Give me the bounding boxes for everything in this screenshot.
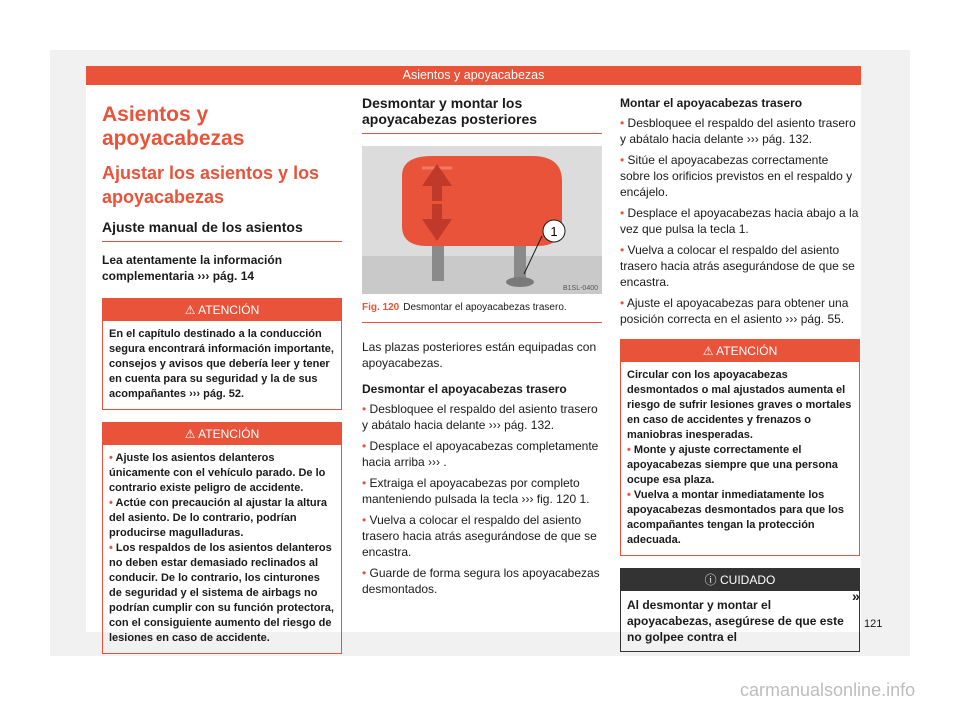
warning-item: • Monte y ajuste correctamente el apoyacabezas siempre que una persona ocupe esa plaza. [627,444,838,486]
column-2 [362,95,602,602]
subsection-title: Desmontar y montar los apoyacabezas posteriores [362,95,602,134]
list-item: • Desbloquee el respaldo del asiento trasero y abátalo hacia delante ››› pág. 132. [620,116,856,146]
column-3 [620,95,860,652]
list-item: • Vuelva a colocar el respaldo del asiento trasero hacia atrás asegurándose de que se encastra. [620,243,855,289]
warning-icon: ⚠ [702,344,717,358]
subheading: Desmontar el apoyacabezas trasero [362,382,567,396]
warning-item: • Actúe con precaución al ajustar la altura del asiento. De lo contrario, podrían producirse magulladuras. [109,497,328,539]
warning-item: • Ajuste los asientos delanteros únicamente con el vehículo parado. De lo contrario existe peligro de accidente. [109,452,326,494]
list-item: • Desplace el apoyacabezas hacia abajo a la vez que pulsa la tecla 1. [620,206,859,236]
steps-list [362,401,602,597]
caution-icon: ⓘ [704,573,720,587]
caution-box [620,568,860,652]
intro-text: Lea atentamente la información complementaria ››› pág. 14 [102,253,283,283]
figure-code: B1SL-0400 [562,285,598,292]
warning-header: ⚠ ATENCIÓN [103,299,341,321]
section-title: Ajustar los asientos y los apoyacabezas [102,163,320,207]
list-item: • Extraiga el apoyacabezas por completo manteniendo pulsada la tecla ››› fig. 120 1. [362,476,590,506]
page-number: 121 [864,618,883,630]
continue-mark: » [852,588,860,604]
figure-label: 1 [550,224,558,239]
warning-header: ⚠ ATENCIÓN [103,423,341,445]
subheading: Montar el apoyacabezas trasero [620,96,803,110]
list-item: • Ajuste el apoyacabezas para obtener una posición correcta en el asiento ››› pág. 55. [620,296,849,326]
chapter-title: Asientos y apoyacabezas [102,103,245,150]
warning-box-1 [102,298,342,410]
warning-icon: ⚠ [184,427,199,441]
figure-headrest [362,146,602,294]
column-1 [102,95,342,666]
list-item: • Desbloquee el respaldo del asiento trasero y abátalo hacia delante ››› pág. 132. [362,402,598,432]
steps-list [620,115,860,327]
paragraph: Las plazas posteriores están equipadas con apoyacabezas. [362,340,597,370]
watermark: carmanualsonline.info [740,680,916,700]
warning-header: ⚠ ATENCIÓN [621,340,859,362]
warning-text: En el capítulo destinado a la conducción segura encontrará información importante, consejos y avisos que debería leer y tener en cuenta para su seguridad y la de sus acompañantes ››› pág. 52. [109,328,334,400]
warning-icon: ⚠ [184,303,199,317]
list-item: • Desplace el apoyacabezas completamente hacia arriba ››› . [362,439,599,469]
list-item: • Guarde de forma segura los apoyacabezas desmontados. [362,566,600,596]
warning-text: Circular con los apoyacabezas desmontados o mal ajustados aumenta el riesgo de sufrir lesiones graves o mortales en caso de accidentes y frenazos o maniobras inesperadas. [627,369,852,441]
headrest-illustration [362,146,602,294]
figure-caption: Fig. 120 Desmontar el apoyacabezas trasero. [362,300,602,323]
warning-item: • Los respaldos de los asientos delanteros no deben estar demasiado reclinados al conducir. De lo contrario, los cinturones de seguridad y el sistema de airbags no podrían cumplir con su función protectora, con el consiguiente aumento del riesgo de lesiones en caso de accidente. [109,542,334,644]
subsection-title: Ajuste manual de los asientos [102,219,342,242]
warning-box-2 [102,422,342,654]
list-item: • Vuelva a colocar el respaldo del asiento trasero hacia atrás asegurándose de que se encastra. [362,513,597,559]
section-header: Asientos y apoyacabezas [86,66,861,85]
warning-item: • Vuelva a montar inmediatamente los apoyacabezas desmontados para que los acompañantes tengan la protección adecuada. [627,489,845,546]
list-item: • Sitúe el apoyacabezas correctamente sobre los orificios previstos en el respaldo y encájelo. [620,153,853,199]
warning-box-3 [620,339,860,556]
caution-text: Al desmontar y montar el apoyacabezas, asegúrese de que este no golpee contra el [627,598,844,644]
caution-header: ⓘ CUIDADO [621,569,859,591]
